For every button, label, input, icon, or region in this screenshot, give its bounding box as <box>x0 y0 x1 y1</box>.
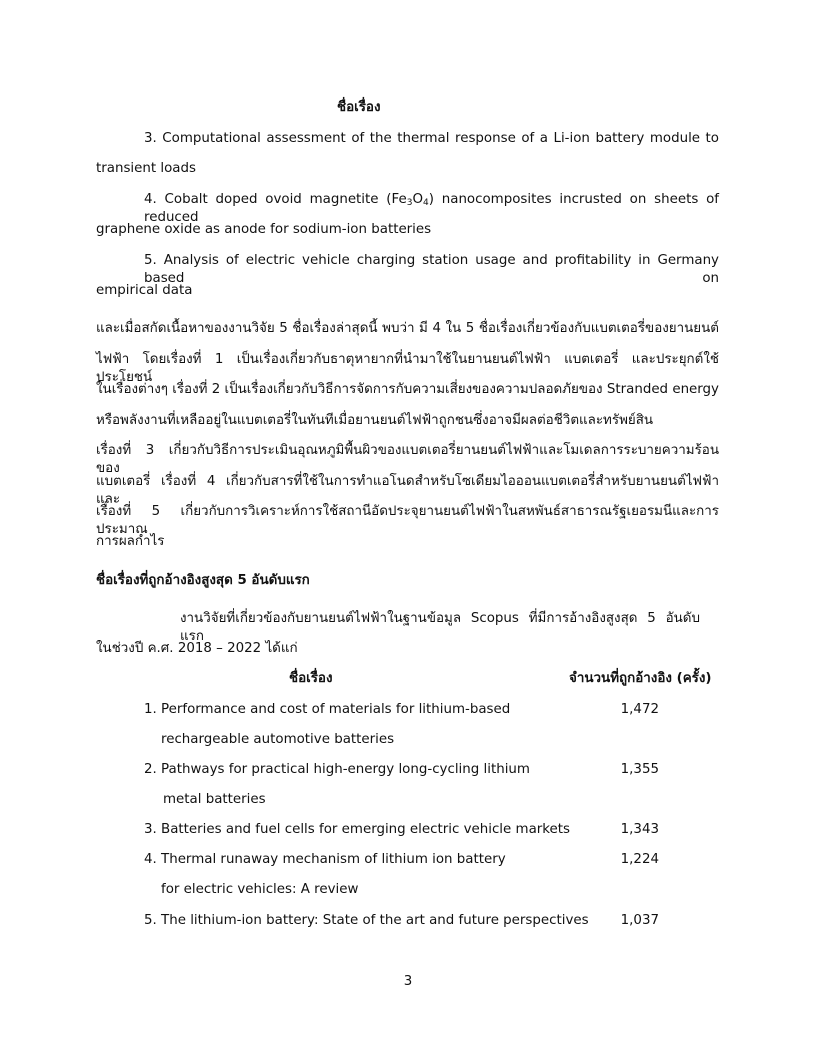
list-item-4-line2: graphene oxide as anode for sodium-ion batteries <box>96 222 432 237</box>
list-item-4-text-a: 4. Cobalt doped ovoid magnetite (Fe <box>144 192 407 207</box>
list-item-4-text-o: O <box>412 192 424 207</box>
row-citations: 1,224 <box>620 852 659 867</box>
summary-line: และเมื่อสกัดเนื้อหาของงานวิจัย 5 ชื่อเรื่องล่าสุดนี้ พบว่า มี 4 ใน 5 ชื่อเรื่องเกี่ยวข้องกับแบตเตอรี่ของยานยนต์ <box>96 321 719 336</box>
summary-line: ไฟฟ้า โดยเรื่องที่ 1 เป็นเรื่องเกี่ยวกับธาตุหายากที่นำมาใช้ในยานยนต์ไฟฟ้า แบตเตอรี่ และประยุกต์ใช้ประโยชน์ <box>96 352 719 385</box>
row-title-line2: rechargeable automotive batteries <box>161 732 395 747</box>
summary-line: เรื่องที่ 5 เกี่ยวกับการวิเคราะห์การใช้สถานีอัดประจุยานยนต์ไฟฟ้าในสหพันธ์สาธารณรัฐเยอรมนีและการประมาณ <box>96 504 719 537</box>
row-title-line2: for electric vehicles: A review <box>161 882 359 897</box>
row-title-line1: 2. Pathways for practical high-energy long-cycling lithium <box>144 762 530 777</box>
summary-line: เรื่องที่ 3 เกี่ยวกับวิธีการประเมินอุณหภูมิพื้นผิวของแบตเตอรี่ยานยนต์ไฟฟ้าและโมเดลการระบายความร้อนของ <box>96 443 719 476</box>
section-heading: ชื่อเรื่องที่ถูกอ้างอิงสูงสุด 5 อันดับแรก <box>96 573 310 588</box>
table-header-citations: จำนวนที่ถูกอ้างอิง (ครั้ง) <box>569 671 712 686</box>
row-title-line1: 1. Performance and cost of materials for lithium-based <box>144 702 511 717</box>
list-item-3-line2: transient loads <box>96 161 196 176</box>
row-title-line1: 4. Thermal runaway mechanism of lithium ion battery <box>144 852 506 867</box>
row-citations: 1,037 <box>620 913 659 928</box>
subscript-4: 4 <box>423 198 429 208</box>
row-citations: 1,472 <box>620 702 659 717</box>
list-item-4-text-b: ) nanocomposites incrusted on sheets of reduced <box>144 192 719 225</box>
row-title-line2: metal batteries <box>163 792 266 807</box>
row-title-line1: 5. The lithium-ion battery: State of the art and future perspectives <box>144 913 589 928</box>
summary-line: หรือพลังงานที่เหลืออยู่ในแบตเตอรี่ในทันทีเมื่อยานยนต์ไฟฟ้าถูกชนซึ่งอาจมีผลต่อชีวิตและทรัพย์สิน <box>96 413 654 428</box>
row-citations: 1,355 <box>620 762 659 777</box>
table-header-title: ชื่อเรื่อง <box>289 671 333 686</box>
list-item-3-line1: 3. Computational assessment of the thermal response of a Li-ion battery module to <box>144 131 719 146</box>
page-number: 3 <box>403 974 413 989</box>
summary-line: แบตเตอรี่ เรื่องที่ 4 เกี่ยวกับสารที่ใช้ในการทำแอโนดสำหรับโซเดียมไอออนแบตเตอรี่สำหรับยานยนต์ไฟฟ้า และ <box>96 474 719 507</box>
titles-heading: ชื่อเรื่อง <box>337 100 381 115</box>
row-title-line1: 3. Batteries and fuel cells for emerging electric vehicle markets <box>144 822 571 837</box>
summary-line: ในเรื่องต่างๆ เรื่องที่ 2 เป็นเรื่องเกี่ยวกับวิธีการจัดการกับความเสี่ยงของความปลอดภัยของ Stranded energy <box>96 382 719 397</box>
list-item-5-line2: empirical data <box>96 283 193 298</box>
intro-line2: ในช่วงปี ค.ศ. 2018 – 2022 ได้แก่ <box>96 641 298 656</box>
subscript-3: 3 <box>406 198 413 208</box>
row-citations: 1,343 <box>620 822 659 837</box>
list-item-5-line1: 5. Analysis of electric vehicle charging station usage and profitability in Germany based on <box>144 253 719 286</box>
summary-line: การผลกำไร <box>96 534 165 549</box>
intro-line1: งานวิจัยที่เกี่ยวข้องกับยานยนต์ไฟฟ้าในฐานข้อมูล Scopus ที่มีการอ้างอิงสูงสุด 5 อันดับแรก <box>180 611 700 644</box>
